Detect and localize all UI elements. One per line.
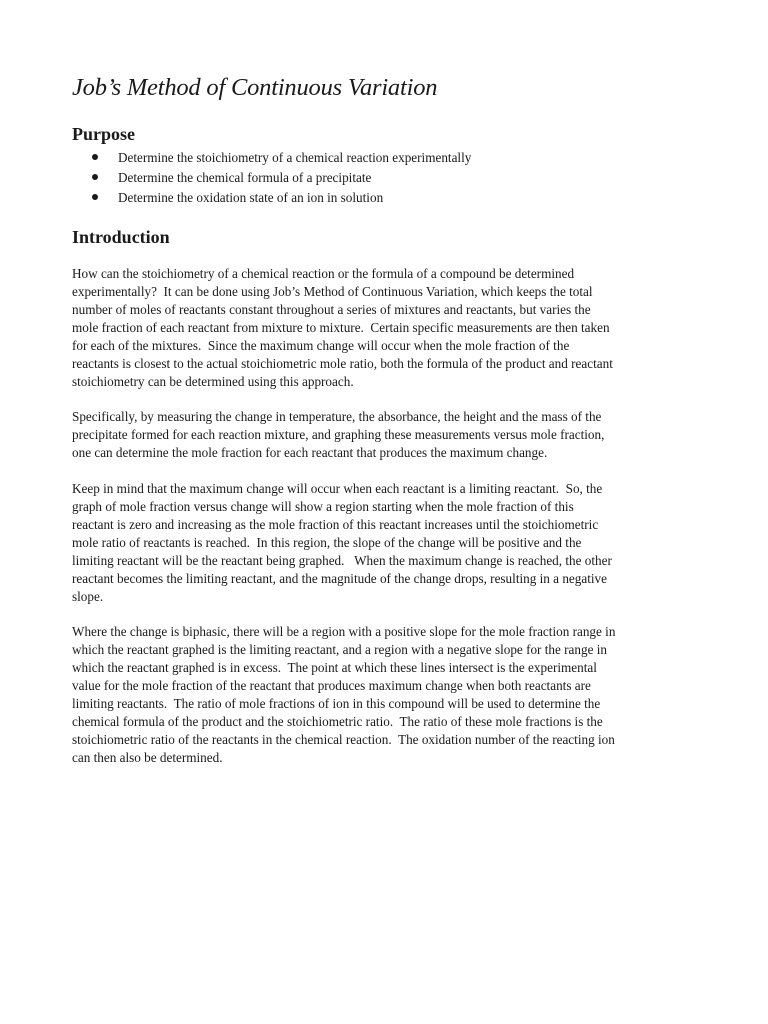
paragraph-line: chemical formula of the product and the stoichiometric ratio. The ratio of these mole fractions is the [72, 714, 603, 729]
paragraph-line: graph of mole fraction versus change will show a region starting when the mole fraction of this [72, 499, 574, 514]
purpose-item-text: Determine the chemical formula of a precipitate [118, 170, 372, 185]
paragraph-line: which the reactant graphed is in excess. The point at which these lines intersect is the experimental [72, 660, 597, 675]
paragraph-line: How can the stoichiometry of a chemical reaction or the formula of a compound be determined [72, 266, 575, 281]
bullet-icon [92, 174, 98, 180]
paragraph-line: number of moles of reactants constant throughout a series of mixtures and reactants, but varies the [72, 302, 591, 317]
paragraph-line: Specifically, by measuring the change in temperature, the absorbance, the height and the mass of the [72, 409, 602, 424]
purpose-item-text: Determine the stoichiometry of a chemical reaction experimentally [118, 150, 472, 165]
intro-paragraph-1 [72, 265, 700, 391]
paragraph-line: one can determine the mole fraction for each reactant that produces the maximum change. [72, 445, 548, 460]
paragraph-line: reactant becomes the limiting reactant, and the magnitude of the change drops, resulting in a negative [72, 571, 608, 586]
paragraph-line: stoichiometric ratio of the reactants in the chemical reaction. The oxidation number of the reacting ion [72, 732, 615, 747]
paragraph-line: precipitate formed for each reaction mixture, and graphing these measurements versus mole fraction, [72, 427, 605, 442]
bullet-icon [92, 154, 98, 160]
purpose-item [72, 148, 700, 168]
paragraph-line: stoichiometry can be determined using this approach. [72, 374, 354, 389]
intro-paragraph-4 [72, 623, 700, 767]
introduction-heading: Introduction [72, 227, 170, 247]
paragraph-line: Keep in mind that the maximum change will occur when each reactant is a limiting reactant. So, the [72, 481, 603, 496]
paragraph-line: limiting reactant will be the reactant being graphed. When the maximum change is reached, the other [72, 553, 612, 568]
purpose-item [72, 168, 700, 188]
paragraph-line: for each of the mixtures. Since the maximum change will occur when the mole fraction of the [72, 338, 570, 353]
paragraph-line: Where the change is biphasic, there will be a region with a positive slope for the mole fraction range in [72, 624, 616, 639]
paragraph-line: mole fraction of each reactant from mixture to mixture. Certain specific measurements are then taken [72, 320, 610, 335]
intro-paragraph-2 [72, 408, 700, 462]
paragraph-line: experimentally? It can be done using Job’s Method of Continuous Variation, which keeps the total [72, 284, 593, 299]
paragraph-line: which the reactant graphed is the limiting reactant, and a region with a negative slope for the range in [72, 642, 607, 657]
document-title: Job’s Method of Continuous Variation [72, 74, 438, 101]
purpose-item-text: Determine the oxidation state of an ion in solution [118, 190, 384, 205]
intro-paragraph-3 [72, 480, 700, 606]
paragraph-line: reactant is zero and increasing as the mole fraction of this reactant increases until the stoichiometric [72, 517, 599, 532]
paragraph-line: can then also be determined. [72, 750, 223, 765]
paragraph-line: mole ratio of reactants is reached. In this region, the slope of the change will be positive and the [72, 535, 582, 550]
paragraph-line: reactants is closest to the actual stoichiometric mole ratio, both the formula of the product and reactant [72, 356, 613, 371]
purpose-list [72, 148, 700, 208]
paragraph-line: slope. [72, 589, 104, 604]
bullet-icon [92, 194, 98, 200]
purpose-item [72, 188, 700, 208]
paragraph-line: limiting reactants. The ratio of mole fractions of ion in this compound will be used to determine the [72, 696, 601, 711]
paragraph-line: value for the mole fraction of the reactant that produces maximum change when both reactants are [72, 678, 591, 693]
purpose-heading: Purpose [72, 124, 135, 144]
